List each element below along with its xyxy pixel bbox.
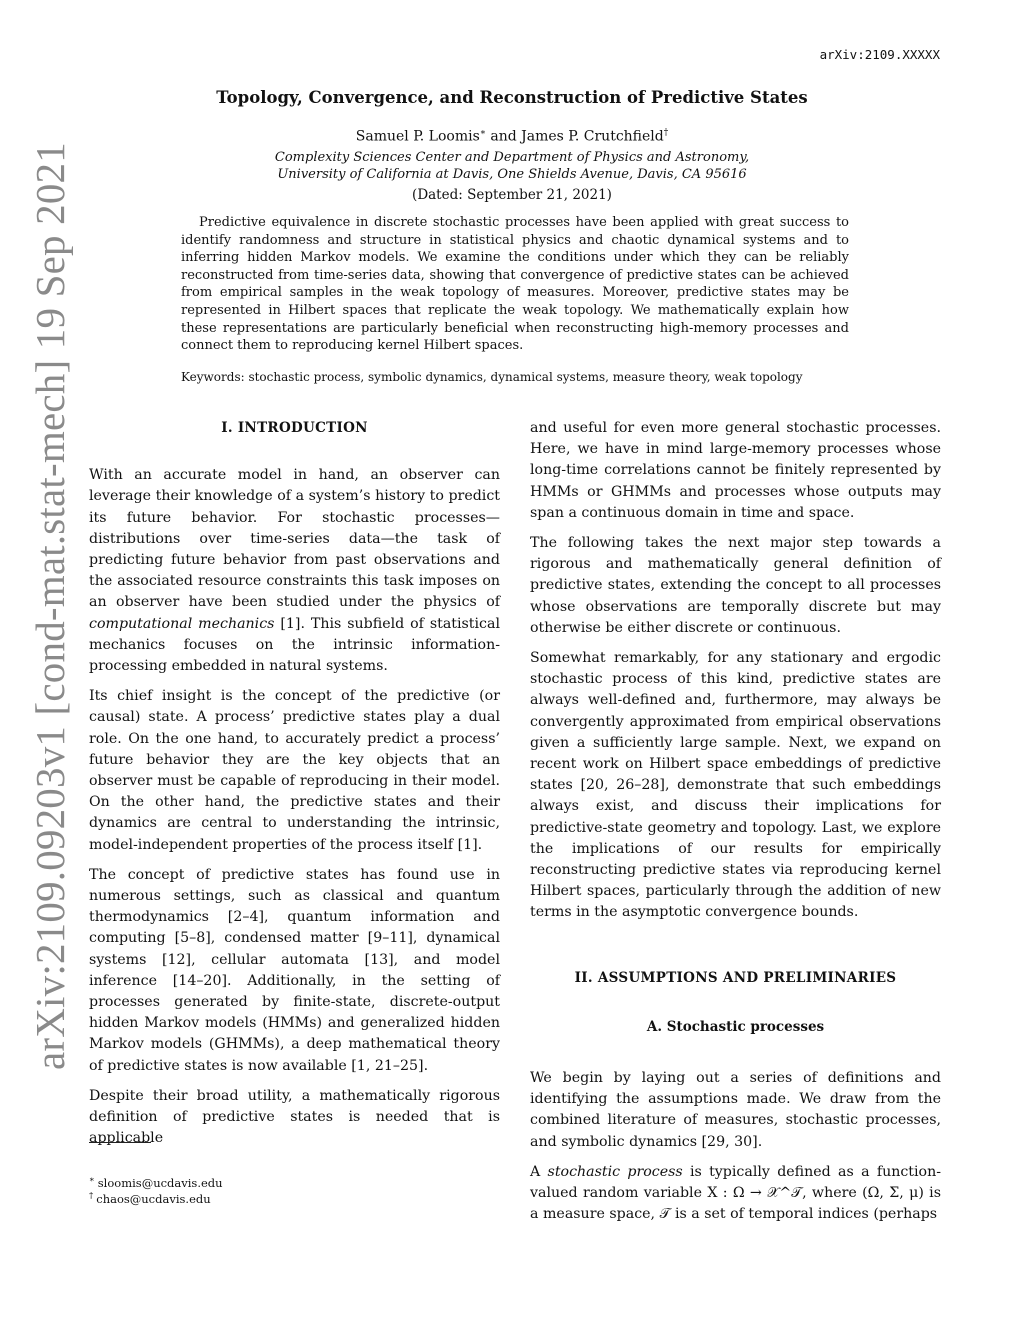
intro-paragraph-3: The concept of predictive states has found use in numerous settings, such as classical and quantum thermodynamics [2–4], quantum information and computing [5–8], condensed matter [9–11], dynamical systems [12], cellular automata [13], and model inference [14–20]. Additionally, in the setting of processes generated by finite-state, discrete-output hidden Markov models (HMMs) and generalized hidden Markov models (GHMMs), a deep mathematical theory of predictive states is now available [1, 21–25]. (89, 866, 500, 1074)
author-mark-1: ∗ (479, 128, 486, 138)
author-line (0, 128, 1024, 145)
author-and: and (485, 128, 522, 145)
intro-paragraph-1 (89, 465, 500, 677)
intro-paragraph-7: Somewhat remarkably, for any stationary and ergodic stochastic process of this kind, predictive states are always well-defined and, furthermore, may always be convergently approximated from empirical observations given a sufficiently large sample. Next, we expand on recent work on Hilbert space embeddings of predictive states [20, 26–28], demonstrate that such embeddings always exist, and discuss their implications for predictive-state geometry and topology. Last, we explore the implications of our results for empirically reconstructing predictive states via reproducing kernel Hilbert spaces, particularly through the addition of new terms in the asymptotic convergence bounds. (530, 650, 941, 921)
section-2-heading: II. ASSUMPTIONS AND PRELIMINARIES (574, 969, 897, 986)
keywords: Keywords: stochastic process, symbolic dynamics, dynamical systems, measure theory, weak topology (181, 370, 803, 384)
intro-paragraph-2: Its chief insight is the concept of the predictive (or causal) state. A process’ predictive states play a dual role. On the one hand, to accurately predict a process’ future behavior they are the key objects that an observer must be capable of reproducing in their model. On the other hand, the predictive states and their dynamics are central to understanding the intrinsic, model-independent properties of the process itself [1]. (89, 688, 500, 853)
footnote-rule (89, 1142, 151, 1143)
footnote-2-mark: † (89, 1191, 94, 1201)
prelim-p2-text-b: is typically defined as a function-valued random variable X : Ω → 𝒳^𝒯, where (Ω, Σ, μ) is a measure space, 𝒯 is a set of temporal indices (perhaps (530, 1163, 941, 1223)
prelim-paragraph-2 (530, 1162, 941, 1226)
section-1-heading: I. INTRODUCTION (221, 420, 368, 436)
dated-line: (Dated: September 21, 2021) (412, 187, 612, 203)
arxiv-id: arXiv:2109.XXXXX (819, 47, 940, 62)
footnote-1 (89, 1175, 223, 1190)
abstract: Predictive equivalence in discrete stochastic processes have been applied with great success to identify randomness and structure in statistical physics and chaotic dynamical systems and to inferring hidden Markov models. We examine the conditions under which they can be reliably reconstructed from time-series data, showing that convergence of predictive states can be achieved from empirical samples in the weak topology of measures. Moreover, predictive states may be represented in Hilbert spaces that replicate the weak topology. We mathematically explain how these representations are particularly beneficial when reconstructing high-memory processes and connect them to reproducing kernel Hilbert spaces. (181, 215, 849, 354)
intro-p1-emphasis: computational mechanics (89, 615, 275, 632)
prelim-p2-text-a: A (530, 1163, 548, 1180)
footnote-2-email[interactable]: chaos@ucdavis.edu (96, 1191, 211, 1206)
section-2a-heading: A. Stochastic processes (646, 1018, 825, 1035)
arxiv-side-stamp: arXiv:2109.09203v1 [cond-mat.stat-mech] 19 Sep 2021 (27, 142, 73, 1070)
affiliation-line-1: Complexity Sciences Center and Department of Physics and Astronomy, (274, 150, 750, 165)
footnote-1-email[interactable]: sloomis@ucdavis.edu (97, 1175, 223, 1190)
prelim-p2-emphasis: stochastic process (547, 1163, 683, 1180)
footnote-1-mark: ∗ (89, 1175, 95, 1185)
prelim-paragraph-1: We begin by laying out a series of definitions and identifying the assumptions made. We draw from the combined literature of measures, stochastic processes, and symbolic dynamics [29, 30]. (530, 1070, 941, 1150)
left-column (89, 418, 500, 1159)
affiliation-line-2: University of California at Davis, One Shields Avenue, Davis, CA 95616 (277, 167, 747, 182)
intro-p1-text-b: [1]. This subfield of statistical mechanics focuses on the intrinsic information-processing embedded in natural systems. (89, 615, 500, 675)
author-crutchfield: James P. Crutchfield (521, 128, 664, 145)
intro-p1-text-a: With an accurate model in hand, an observer can leverage their knowledge of a system’s history to predict its future behavior. For stochastic processes—distributions over time-series data—the task of predicting future behavior from past observations and the associated resource constraints this task imposes on an observer have been studied under the physics of (89, 467, 500, 611)
footnote-2 (89, 1191, 211, 1206)
right-column (530, 418, 941, 1235)
intro-paragraph-4: Despite their broad utility, a mathematically rigorous definition of predictive states is needed that is applicable (89, 1087, 500, 1147)
intro-paragraph-6: The following takes the next major step towards a rigorous and mathematically general definition of predictive states, extending the concept to all processes whose observations are temporally discrete but may otherwise be either discrete or continuous. (530, 535, 941, 636)
intro-paragraph-5: and useful for even more general stochastic processes. Here, we have in mind large-memory processes whose long-time correlations cannot be finitely represented by HMMs or GHMMs and processes whose outputs may span a continuous domain in time and space. (530, 420, 941, 521)
paper-title: Topology, Convergence, and Reconstruction of Predictive States (216, 88, 808, 107)
author-mark-2: † (663, 128, 669, 138)
author-loomis: Samuel P. Loomis (355, 128, 480, 145)
